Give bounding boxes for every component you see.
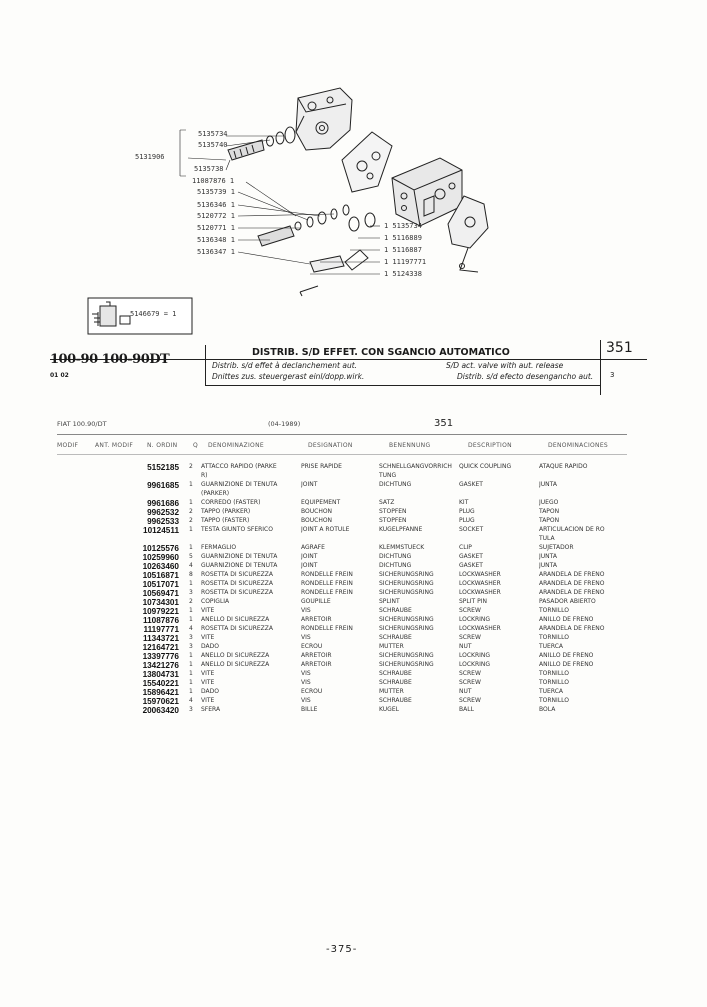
cell-q: 2 xyxy=(189,507,193,515)
cell-q: 1 xyxy=(189,498,193,506)
cell-it: SFERA xyxy=(201,705,221,713)
callout-5135740: 5135740 xyxy=(198,141,228,149)
cell-fr: JOINT xyxy=(301,561,318,569)
cell-en: SCREW xyxy=(459,606,481,614)
table-row xyxy=(55,508,629,517)
cell-num: 10516871 xyxy=(142,570,179,580)
table-row xyxy=(55,688,629,697)
cell-fr: VIS xyxy=(301,678,311,686)
cell-it: TAPPO (PARKER) xyxy=(201,507,251,515)
cell-it: ROSETTA DI SICUREZZA xyxy=(201,588,274,596)
cell-q xyxy=(189,472,201,481)
col-n-ordin: N. ORDIN xyxy=(147,442,178,449)
cell-it: ANELLO DI SICUREZZA xyxy=(201,651,270,659)
cell-de: KLEMMSTUECK xyxy=(379,543,425,551)
cell-num: 5152185 xyxy=(147,463,179,472)
cell-es: BOLA xyxy=(539,705,556,713)
cell-it: VITE xyxy=(201,669,215,677)
table-row xyxy=(55,625,629,634)
cell-de: KUGELPFANNE xyxy=(379,525,423,533)
cell-q: 3 xyxy=(189,633,193,641)
cell-num: 13804731 xyxy=(142,669,179,679)
cell-de: SCHRAUBE xyxy=(379,669,412,677)
cell-fr: RONDELLE FREIN xyxy=(301,624,353,632)
cell-de: DICHTUNG xyxy=(379,480,412,488)
cell-es: PASADOR ABIERTO xyxy=(539,597,596,605)
table-row xyxy=(55,679,629,688)
table-row xyxy=(55,616,629,625)
cell-es: TULA xyxy=(539,534,555,542)
cell-q xyxy=(189,490,201,499)
callout-5120771: 5120771 1 xyxy=(197,224,235,232)
col-modif: MODIF xyxy=(57,442,79,449)
inset-label: 5146679 = 1 xyxy=(130,310,177,318)
cell-es: TAPON xyxy=(539,516,560,524)
columns-rule xyxy=(57,454,627,455)
cell-en: GASKET xyxy=(459,480,483,488)
table-row xyxy=(55,499,629,508)
cell-fr: RONDELLE FREIN xyxy=(301,588,353,596)
cell-de: SICHERUNGSRING xyxy=(379,579,434,587)
table-row xyxy=(55,472,629,481)
cell-q: 1 xyxy=(189,660,193,668)
cell-en: CLIP xyxy=(459,543,472,551)
cell-de: SICHERUNGSRING xyxy=(379,651,434,659)
table-row xyxy=(55,697,629,706)
callout-r-5116887: 1 5116887 xyxy=(384,246,422,254)
cell-en: PLUG xyxy=(459,507,475,515)
cell-en: LOCKRING xyxy=(459,651,491,659)
cell-it: CORREDO (FASTER) xyxy=(201,498,261,506)
cell-num: 10263460 xyxy=(142,561,179,571)
callout-5120772: 5120772 1 xyxy=(197,212,235,220)
cell-num: 11343721 xyxy=(143,633,179,643)
cell-it: (PARKER) xyxy=(201,489,230,497)
cell-de: KUGEL xyxy=(379,705,399,713)
header-divider-right xyxy=(600,340,601,395)
cell-fr: ECROU xyxy=(301,687,323,695)
cell-es: ATAQUE RAPIDO xyxy=(539,463,588,470)
cell-es: SUJETADOR xyxy=(539,543,574,551)
cell-it: VITE xyxy=(201,633,215,641)
cell-es: TORNILLO xyxy=(539,696,570,704)
cell-en xyxy=(459,472,539,481)
cell-num: 11197771 xyxy=(143,624,179,634)
cell-fr: JOINT xyxy=(301,480,318,488)
subheader-rule xyxy=(57,434,627,435)
cell-es: JUNTA xyxy=(539,552,557,560)
cell-it: VITE xyxy=(201,678,215,686)
middle-stem xyxy=(258,205,375,296)
table-row xyxy=(55,481,629,490)
cell-q xyxy=(189,535,201,544)
cell-q: 1 xyxy=(189,669,193,677)
cell-num: 20063420 xyxy=(142,705,179,715)
cell-de: TUNG xyxy=(379,472,397,479)
cell-en: NUT xyxy=(459,687,472,695)
table-row xyxy=(55,706,629,715)
cell-de: SCHRAUBE xyxy=(379,606,412,614)
cell-fr xyxy=(301,490,379,499)
cell-fr: JOINT A ROTULE xyxy=(301,525,350,533)
cell-num: 13397776 xyxy=(142,651,179,661)
cell-en: SOCKET xyxy=(459,525,484,533)
cell-num: 15540221 xyxy=(142,678,179,688)
cell-num: 9961686 xyxy=(147,498,179,508)
cell-de: MUTTER xyxy=(379,687,404,695)
cell-de: SCHNELLGANGVORRICH xyxy=(379,463,452,470)
cell-de: SICHERUNGSRING xyxy=(379,615,434,623)
callout-5135738: 5135738 xyxy=(194,165,224,173)
cell-q: 1 xyxy=(189,615,193,623)
cell-it: ANELLO DI SICUREZZA xyxy=(201,615,270,623)
page-subcode: 3 xyxy=(610,371,615,379)
cell-es: ANILLO DE FRENO xyxy=(539,615,594,623)
cell-it: FERMAGLIO xyxy=(201,543,237,551)
cell-en: LOCKWASHER xyxy=(459,579,501,587)
cell-en: KIT xyxy=(459,498,469,506)
cell-fr: GOUPILLE xyxy=(301,597,331,605)
cell-en: SCREW xyxy=(459,633,481,641)
cell-en: BALL xyxy=(459,705,474,713)
table-row xyxy=(55,553,629,562)
cell-num: 10569471 xyxy=(142,588,179,598)
header-rule-bottom xyxy=(205,385,601,386)
model-title: 100-90 100-90DT xyxy=(50,352,170,367)
cell-en: SCREW xyxy=(459,669,481,677)
cell-it: VITE xyxy=(201,606,215,614)
cell-es: TORNILLO xyxy=(539,678,570,686)
cell-q: 1 xyxy=(189,525,193,533)
cell-es: ANILLO DE FRENO xyxy=(539,651,594,659)
cell-fr: BOUCHON xyxy=(301,507,333,515)
cell-en: LOCKRING xyxy=(459,660,491,668)
cell-q: 1 xyxy=(189,579,193,587)
cell-de: SICHERUNGSRING xyxy=(379,624,434,632)
table-row xyxy=(55,517,629,526)
col-denominaciones: DENOMINACIONES xyxy=(548,442,609,449)
table-number: 351 xyxy=(434,418,454,429)
callout-5136348: 5136348 1 xyxy=(197,236,235,244)
page-code: 351 xyxy=(606,340,633,356)
cell-num: 12164721 xyxy=(142,642,179,652)
cell-fr: BILLE xyxy=(301,705,318,713)
cell-fr: ECROU xyxy=(301,642,323,650)
cell-de: STOPFEN xyxy=(379,507,407,515)
callout-r-5135734: 1 5135734 xyxy=(384,222,422,230)
main-valve-body xyxy=(392,158,462,226)
cell-num xyxy=(55,535,189,544)
cell-it: VITE xyxy=(201,696,215,704)
table-row xyxy=(55,598,629,607)
cell-es: ARTICULACION DE RO xyxy=(539,525,605,533)
cell-es: ANILLO DE FRENO xyxy=(539,660,594,668)
cell-q: 5 xyxy=(189,552,193,560)
cell-en: GASKET xyxy=(459,552,483,560)
cell-q: 1 xyxy=(189,678,193,686)
cell-q: 1 xyxy=(189,687,193,695)
cell-de: SICHERUNGSRING xyxy=(379,660,434,668)
cell-en: LOCKWASHER xyxy=(459,624,501,632)
cell-it: ROSETTA DI SICUREZZA xyxy=(201,579,274,587)
cell-fr: RONDELLE FREIN xyxy=(301,579,353,587)
cell-de xyxy=(379,535,459,544)
cell-es: ARANDELA DE FRENO xyxy=(539,588,605,596)
cell-fr: AGRAFE xyxy=(301,543,325,551)
col-ant-modif: ANT. MODIF xyxy=(95,442,134,449)
cell-it: ANELLO DI SICUREZZA xyxy=(201,660,270,668)
cell-it: DADO xyxy=(201,642,219,650)
cell-it: GUARNIZIONE DI TENUTA xyxy=(201,552,278,560)
cell-fr: VIS xyxy=(301,669,311,677)
cell-de: SCHRAUBE xyxy=(379,633,412,641)
callout-5136346: 5136346 1 xyxy=(197,201,235,209)
table-row xyxy=(55,634,629,643)
cell-en: GASKET xyxy=(459,561,483,569)
table-row xyxy=(55,661,629,670)
cell-es: TORNILLO xyxy=(539,606,570,614)
cell-de: SCHRAUBE xyxy=(379,678,412,686)
header-divider-left xyxy=(205,345,206,385)
cell-es: JUNTA xyxy=(539,561,557,569)
cell-it: ROSETTA DI SICUREZZA xyxy=(201,570,274,578)
cell-num: 10517071 xyxy=(142,579,179,589)
cell-en: QUICK COUPLING xyxy=(459,463,512,470)
cell-it: COPIGLIA xyxy=(201,597,230,605)
callout-5135734: 5135734 xyxy=(198,130,228,138)
cell-num: 10734301 xyxy=(142,597,179,607)
cell-es: TORNILLO xyxy=(539,669,570,677)
exploded-parts-diagram xyxy=(0,0,707,340)
cell-q: 2 xyxy=(189,463,193,470)
cell-num: 10979221 xyxy=(142,606,179,616)
date-ref: (04-1989) xyxy=(268,420,301,428)
col-q: Q xyxy=(193,442,199,449)
cell-q: 3 xyxy=(189,705,193,713)
callout-r-5116889: 1 5116889 xyxy=(384,234,422,242)
cell-it: R) xyxy=(201,472,208,479)
table-row xyxy=(55,652,629,661)
title-spanish: Distrib. s/d efecto desengancho aut. xyxy=(457,372,594,381)
cell-es: TORNILLO xyxy=(539,633,570,641)
title-english: S/D act. valve with aut. release xyxy=(446,361,564,370)
cell-de: SICHERUNGSRING xyxy=(379,588,434,596)
cell-es: ARANDELA DE FRENO xyxy=(539,579,605,587)
cell-it: DADO xyxy=(201,687,219,695)
top-fitting xyxy=(228,127,295,160)
table-row xyxy=(55,643,629,652)
cell-q: 1 xyxy=(189,606,193,614)
cell-fr: PRISE RAPIDE xyxy=(301,463,342,470)
cell-es: TUERCA xyxy=(539,687,564,695)
cell-en: SCREW xyxy=(459,696,481,704)
callout-5136347: 5136347 1 xyxy=(197,248,235,256)
cell-de: DICHTUNG xyxy=(379,561,412,569)
cell-en: NUT xyxy=(459,642,472,650)
col-benennung: BENENNUNG xyxy=(389,442,431,449)
cell-fr: VIS xyxy=(301,633,311,641)
top-valve-block xyxy=(296,88,352,150)
cell-q: 2 xyxy=(189,597,193,605)
cell-en xyxy=(459,490,539,499)
cell-num: 10259960 xyxy=(142,552,179,562)
col-designation: DESIGNATION xyxy=(308,442,353,449)
cell-en xyxy=(459,535,539,544)
cell-q: 1 xyxy=(189,651,193,659)
title-german: Dnittes zus. steuergerast einl/dopp.wirk. xyxy=(212,372,365,381)
cell-fr: JOINT xyxy=(301,552,318,560)
cell-es: ARANDELA DE FRENO xyxy=(539,624,605,632)
cell-de: SATZ xyxy=(379,498,395,506)
cell-en: SPLIT PIN xyxy=(459,597,487,605)
cell-de: SICHERUNGSRING xyxy=(379,570,434,578)
table-row xyxy=(55,544,629,553)
table-row xyxy=(55,571,629,580)
table-row xyxy=(55,463,629,472)
cell-fr: VIS xyxy=(301,696,311,704)
table-row xyxy=(55,526,629,535)
cell-fr: VIS xyxy=(301,606,311,614)
cell-es: TUERCA xyxy=(539,642,564,650)
cell-es: TAPON xyxy=(539,507,560,515)
callout-5131906: 5131906 xyxy=(135,153,165,161)
table-row xyxy=(55,589,629,598)
cell-de xyxy=(379,490,459,499)
model-ref: FIAT 100.90/DT xyxy=(57,420,107,428)
table-row xyxy=(55,607,629,616)
cell-fr: ARRETOIR xyxy=(301,660,332,668)
cell-q: 4 xyxy=(189,561,193,569)
cell-fr: BOUCHON xyxy=(301,516,333,524)
cell-q: 1 xyxy=(189,543,193,551)
table-row xyxy=(55,580,629,589)
table-row xyxy=(55,670,629,679)
cell-q: 4 xyxy=(189,696,193,704)
cell-num: 9962533 xyxy=(147,516,179,526)
cell-num: 10124511 xyxy=(143,525,179,535)
callout-11087876: 11087876 1 xyxy=(192,177,235,185)
cell-it: TAPPO (FASTER) xyxy=(201,516,250,524)
cell-en: LOCKWASHER xyxy=(459,588,501,596)
cell-it: TESTA GIUNTO SFERICO xyxy=(201,525,273,533)
cell-num: 11087876 xyxy=(143,615,179,625)
cell-de: MUTTER xyxy=(379,642,404,650)
col-denominazione: DENOMINAZIONE xyxy=(208,442,264,449)
cell-it: GUARNIZIONE DI TENUTA xyxy=(201,480,278,488)
cell-num: 15970621 xyxy=(142,696,179,706)
cell-fr: ARRETOIR xyxy=(301,651,332,659)
cell-es: JUEGO xyxy=(539,498,559,506)
cell-num: 9962532 xyxy=(147,507,179,517)
cell-de: STOPFEN xyxy=(379,516,407,524)
cell-en: PLUG xyxy=(459,516,475,524)
cell-en: LOCKWASHER xyxy=(459,570,501,578)
cell-num: 10125576 xyxy=(142,543,179,553)
gasket-plate xyxy=(342,132,392,192)
cell-es xyxy=(539,490,629,499)
callout-r-11197771: 1 11197771 xyxy=(384,258,427,266)
cell-num: 9961685 xyxy=(147,480,179,490)
cell-fr: ARRETOIR xyxy=(301,615,332,623)
col-description: DESCRIPTION xyxy=(468,442,512,449)
cell-es: JUNTA xyxy=(539,480,557,488)
cell-q: 1 xyxy=(189,480,193,488)
cell-it: GUARNIZIONE DI TENUTA xyxy=(201,561,278,569)
page-footer-number: -375- xyxy=(326,944,358,955)
cell-de: DICHTUNG xyxy=(379,552,412,560)
callout-r-5124338: 1 5124338 xyxy=(384,270,422,278)
cell-num xyxy=(55,472,189,481)
cell-de: SCHRAUBE xyxy=(379,696,412,704)
parts-table xyxy=(55,463,629,715)
model-subcode: 01 02 xyxy=(50,372,69,379)
cell-de: SPLINT xyxy=(379,597,400,605)
cell-q: 4 xyxy=(189,624,193,632)
table-row xyxy=(55,535,629,544)
cell-num: 15896421 xyxy=(142,687,179,697)
cell-en: SCREW xyxy=(459,678,481,686)
cell-it xyxy=(201,535,301,544)
cell-q: 3 xyxy=(189,642,193,650)
title-french: Distrib. s/d effet à declanchement aut. xyxy=(212,361,358,370)
cell-fr: EQUIPEMENT xyxy=(301,498,341,506)
table-row xyxy=(55,562,629,571)
cell-fr xyxy=(301,472,379,481)
cell-es: ARANDELA DE FRENO xyxy=(539,570,605,578)
cell-it: ROSETTA DI SICUREZZA xyxy=(201,624,274,632)
cell-fr: RONDELLE FREIN xyxy=(301,570,353,578)
cell-num: 13421276 xyxy=(142,660,179,670)
cell-num xyxy=(55,490,189,499)
cell-it: ATTACCO RAPIDO (PARKE xyxy=(201,463,277,470)
cell-q: 8 xyxy=(189,570,193,578)
cell-en: LOCKRING xyxy=(459,615,491,623)
cell-fr xyxy=(301,535,379,544)
callout-5135739: 5135739 1 xyxy=(197,188,235,196)
cell-q: 2 xyxy=(189,516,193,524)
title-italian: DISTRIB. S/D EFFET. CON SGANCIO AUTOMATICO xyxy=(252,347,510,358)
table-row xyxy=(55,490,629,499)
cell-q: 3 xyxy=(189,588,193,596)
cell-es xyxy=(539,472,629,481)
